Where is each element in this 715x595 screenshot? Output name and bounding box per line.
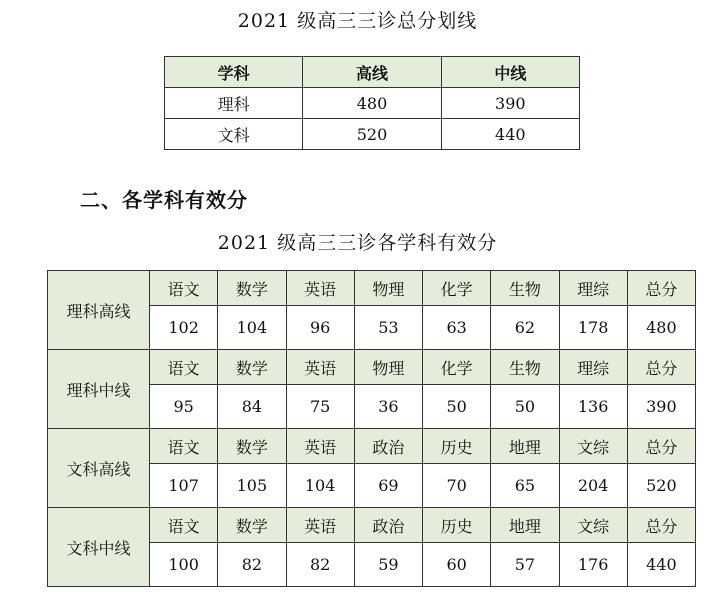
table-cell: 520 <box>303 119 441 150</box>
subject-cell: 总分 <box>627 508 695 543</box>
header-cell: 高线 <box>303 57 441 88</box>
score-cell: 104 <box>218 306 286 350</box>
subject-cell: 化学 <box>423 350 491 385</box>
row-label: 理科 <box>165 88 303 119</box>
subject-cell: 化学 <box>423 271 491 306</box>
score-cell: 63 <box>423 306 491 350</box>
subject-cell: 语文 <box>150 429 218 464</box>
score-cell: 69 <box>354 464 422 508</box>
score-cell: 390 <box>627 385 695 429</box>
header-cell: 学科 <box>165 57 303 88</box>
subject-cell: 数学 <box>218 350 286 385</box>
subject-cell: 英语 <box>286 350 354 385</box>
subject-cell: 文综 <box>559 508 627 543</box>
table-title: 2021 级高三三诊各学科有效分 <box>217 232 498 254</box>
score-cell: 95 <box>150 385 218 429</box>
subject-cell: 英语 <box>286 429 354 464</box>
score-cell: 480 <box>627 306 695 350</box>
total-score-table <box>164 56 580 150</box>
subject-cell: 历史 <box>423 429 491 464</box>
doc-title: 2021 级高三三诊总分划线 <box>237 10 478 32</box>
group-label: 理科高线 <box>48 271 150 350</box>
score-cell: 57 <box>491 543 559 587</box>
score-cell: 107 <box>150 464 218 508</box>
group-label: 文科中线 <box>48 508 150 587</box>
subject-cell: 总分 <box>627 350 695 385</box>
score-cell: 82 <box>218 543 286 587</box>
score-cell: 50 <box>491 385 559 429</box>
subject-header-row <box>48 350 696 385</box>
score-cell: 204 <box>559 464 627 508</box>
table-cell: 480 <box>303 88 441 119</box>
subject-cell: 数学 <box>218 429 286 464</box>
section-heading: 二、各学科有效分 <box>80 188 248 212</box>
subject-score-table <box>47 270 696 587</box>
score-cell: 70 <box>423 464 491 508</box>
table-cell: 390 <box>441 88 579 119</box>
subject-cell: 地理 <box>491 429 559 464</box>
score-cell: 82 <box>286 543 354 587</box>
subject-cell: 生物 <box>491 271 559 306</box>
subject-cell: 物理 <box>354 350 422 385</box>
subject-cell: 文综 <box>559 429 627 464</box>
score-cell: 62 <box>491 306 559 350</box>
table-header-row <box>165 57 580 88</box>
score-cell: 96 <box>286 306 354 350</box>
subject-cell: 总分 <box>627 271 695 306</box>
subject-cell: 理综 <box>559 350 627 385</box>
subject-cell: 总分 <box>627 429 695 464</box>
subject-cell: 理综 <box>559 271 627 306</box>
subject-cell: 语文 <box>150 271 218 306</box>
score-cell: 75 <box>286 385 354 429</box>
subject-cell: 历史 <box>423 508 491 543</box>
subject-cell: 语文 <box>150 350 218 385</box>
subject-header-row <box>48 508 696 543</box>
score-cell: 65 <box>491 464 559 508</box>
subject-cell: 数学 <box>218 508 286 543</box>
score-cell: 136 <box>559 385 627 429</box>
subject-cell: 生物 <box>491 350 559 385</box>
score-cell: 84 <box>218 385 286 429</box>
subject-cell: 数学 <box>218 271 286 306</box>
row-label: 文科 <box>165 119 303 150</box>
subject-cell: 政治 <box>354 429 422 464</box>
subject-cell: 地理 <box>491 508 559 543</box>
table-row <box>165 119 580 150</box>
score-cell: 176 <box>559 543 627 587</box>
subject-cell: 语文 <box>150 508 218 543</box>
score-cell: 178 <box>559 306 627 350</box>
score-cell: 102 <box>150 306 218 350</box>
table-cell: 440 <box>441 119 579 150</box>
score-cell: 53 <box>354 306 422 350</box>
score-cell: 105 <box>218 464 286 508</box>
score-cell: 100 <box>150 543 218 587</box>
score-cell: 104 <box>286 464 354 508</box>
subject-cell: 物理 <box>354 271 422 306</box>
subject-header-row <box>48 271 696 306</box>
score-cell: 60 <box>423 543 491 587</box>
score-cell: 520 <box>627 464 695 508</box>
score-cell: 59 <box>354 543 422 587</box>
score-cell: 440 <box>627 543 695 587</box>
subject-header-row <box>48 429 696 464</box>
score-cell: 50 <box>423 385 491 429</box>
score-cell: 36 <box>354 385 422 429</box>
group-label: 文科高线 <box>48 429 150 508</box>
subject-cell: 英语 <box>286 508 354 543</box>
table-row <box>165 88 580 119</box>
group-label: 理科中线 <box>48 350 150 429</box>
subject-cell: 政治 <box>354 508 422 543</box>
subject-cell: 英语 <box>286 271 354 306</box>
header-cell: 中线 <box>441 57 579 88</box>
